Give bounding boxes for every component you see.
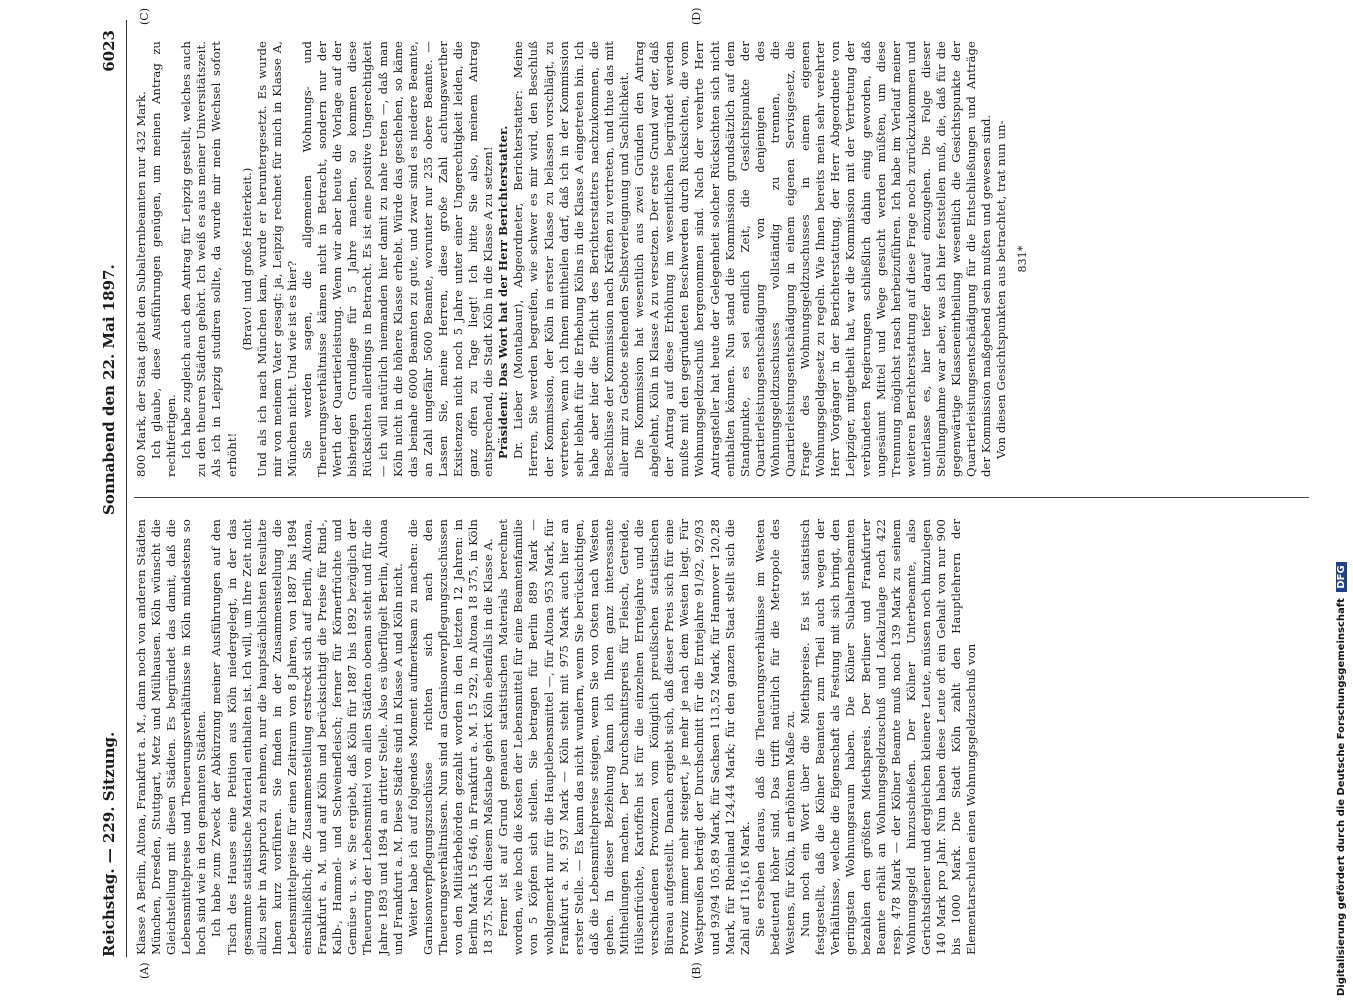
paragraph: Ferner ist auf Grund genauen statistischen Materials berechnet worden, wie hoch die Kosten der Lebensmittel für eine Beamtenfamilie von 5 Köpfen sich stellen. Sie betragen für Berlin 889 Mark — wohlgemerkt nur für die Hauptlebensmittel —, für Altona 953 Mark, für Frankfurt a. M. 937 Mark — Köln steht mit 975 Mark auch hier an erster Stelle. — Es kann das nicht wundern, wenn Sie berücksichtigen, daß die Lebensmittelpreise steigen, wenn Sie von Osten nach Westen gehen. In dieser Beziehung kann ich Ihnen ganz interessante Mittheilungen machen. Der Durchschnittspreis für Fleisch, Getreide, Hülsenfrüchte, Kartoffeln ist für die einzelnen Erntejahre und die verschiedenen Provinzen vom Königlich preußischen statistischen Büreau aufgestellt. Danach ergiebt sich, daß dieser Preis sich für eine Provinz immer mehr steigert, je mehr je nach dem Westen liegt. Für Westpreußen beträgt der Durchschnitt für die Erntejahre 91/92, 92/93 und 93/94 105,89 Mark, für Sachsen 113,52 Mark, für Hannover 120,28 Mark, für Rheinland 124,44 Mark; für den ganzen Staat stellt sich die Zahl auf 116,16 Mark. <box>496 519 752 955</box>
paragraph: Weiter habe ich auf folgendes Moment aufmerksam zu machen: die Garnisonverpflegungszuschüsse richten sich nach den Theuerungsverhältnissen. Nun sind an Garnisonverpflegungszuschüssen von den Militärbehörden gezahlt worden in den letzten 12 Jahren: in Berlin Mark 15 646, in Frankfurt a. M. 15 292, in Altona 18 375, in Köln 18 375. Nach diesem Maßstabe gehört Köln ebenfalls in die Klasse A. <box>405 519 496 955</box>
paragraph: Und als ich nach München kam, wurde er heruntergesetzt. Es wurde mir von meinem Vater gesagt: ja, Leipzig rechnet für mich in Klasse A, München nicht. Und wie ist es hier? <box>254 41 299 477</box>
credit-text: Digitalisierung gefördert durch die Deutsche Forschungsgemeinschaft <box>1336 598 1347 996</box>
paragraph: Ich habe zum Zweck der Abkürzung meiner Ausführungen auf den Tisch des Hauses eine Petition aus Köln niedergelegt, in der das gesammte statistische Material enthalten ist. Ich will, um Ihre Zeit nicht allzu sehr in Anspruch zu nehmen, nur die hauptsächlichsten Resultate Ihnen kurz vorführen. Sie finden in der Zusammenstellung die Lebensmittelpreise für einen Zeitraum von 8 Jahren, von 1887 bis 1894 einschließlich; die Zusammenstellung erstreckt sich auf Berlin, Altona, Frankfurt a. M. und auf Köln und berücksichtigt die Preise für Rind-, Kalb-, Hammel- und Schweinefleisch; ferner für Körnerfrüchte und Gemüse u. s. w. Sie ergiebt, daß Köln für 1887 bis 1892 bezüglich der Theuerung der Lebensmittel von allen Städten obenan steht und für die Jahre 1893 und 1894 an dritter Stelle. Also es überflügelt Berlin, Altona und Frankfurt a. M. Diese Städte sind in Klasse A und Köln nicht. <box>209 519 405 955</box>
header-rule <box>126 20 127 957</box>
right-column <box>134 41 1031 477</box>
paragraph: Nun noch ein Wort über die Miethspreise. Es ist statistisch festgestellt, daß die Kölner Beamten zum Theil auch wegen der Verhältnisse, welche die Eigenschaft als Festung mit sich bringt, den geringsten Wohnungsraum haben. Die Kölner Subalternbeamten bezahlen den größten Miethspreis. Der Berliner und Frankfurter Beamte erhält an Wohnungsgeldzuschuß und Lokalzulage noch 422 resp. 478 Mark — der Kölner Beamte muß noch 139 Mark zu seinem Wohnungsgeld hinzuschießen. Der Kölner Unterbeamte, also Gerichtsdiener und dergleichen kleinere Leute, müssen noch hinzulegen 140 Mark pro Jahr. Nun haben diese Leute oft ein Gehalt von nur 900 bis 1000 Mark. Die Stadt Köln zahlt den Hauptlehrern der Elementarschulen einen Wohnungsgeldzuschuß von <box>798 519 979 955</box>
paragraph: Ich glaube, diese Ausführungen genügen, um meinen Antrag zu rechtfertigen. <box>149 41 179 477</box>
page-number: 6023 <box>100 30 118 72</box>
paragraph: Von diesen Gesichtspunkten aus betrachtet, trat nun un- <box>994 120 1009 459</box>
margin-mark-d: (D) <box>690 7 703 25</box>
paragraph: 800 Mark, der Staat giebt den Subalternbeamten nur 432 Mark. <box>134 91 148 477</box>
margin-mark-b: (B) <box>690 962 703 979</box>
page-header <box>90 0 126 985</box>
margin-mark-c: (C) <box>138 8 151 25</box>
header-session: Reichstag. — 229. Sitzung. <box>100 731 118 957</box>
paragraph: Dr. Lieber (Montabaur), Abgeordneter, Berichterstatter: Meine Herren, Sie werden begreifen, wie schwer es mir wird, den Beschluß der Kommission, der Köln in erster Klasse zu belassen vorschlägt, zu vertreten, wenn ich Ihnen mittheilen darf, daß ich in der Kommission sehr lebhaft für die Erhebung Kölns in die Klasse A eingetreten bin. Ich habe aber hier die Pflicht des Berichterstatters nachzukommen, die Beschlüsse der Kommission nach Kräften zu vertreten, und thue das mit aller mir zu Gebote stehenden Selbstverleugnung und Sachlichkeit. <box>511 41 631 477</box>
digitization-credit <box>1336 562 1347 996</box>
paragraph: Sie werden sagen, die allgemeinen Wohnungs- und Theuerungsverhältnisse kämen nicht in Betracht, sondern nur der Werth der Quartierleistung. Wenn wir aber heute die Vorlage auf der bisherigen Grundlage für 5 Jahre machen, so kommen diese Rücksichten allerdings in Betracht. Es ist eine positive Ungerechtigkeit — ich will natürlich niemanden hier damit zu nahe treten —, daß man Köln nicht in die höhere Klasse erhebt. Würde das geschehen, so käme das beinahe 6000 Beamten zu gute, und zwar sind es niedere Beamte, an Zahl ungefähr 5600 Beamte, worunter nur 235 obere Beamte. — Lassen Sie, meine Herren, diese große Zahl achtungswerther Existenzen nicht noch 5 Jahre unter einer Ungerechtigkeit leiden, die ganz offen zu Tage liegt! Ich bitte Sie also, meinem Antrag entsprechend, die Stadt Köln in die Klasse A zu setzen! <box>300 41 496 477</box>
paragraph: Sie ersehen daraus, daß die Theuerungsverhältnisse im Westen bedeutend höher sind. Das trifft natürlich für die Metropole des Westens, für Köln, in erhöhtem Maße zu. <box>752 519 798 955</box>
left-column <box>134 519 979 955</box>
column-divider <box>134 497 1309 498</box>
rotated-sheet <box>90 0 1320 985</box>
dfg-logo: DFG <box>1336 562 1347 591</box>
paragraph: Klasse A Berlin, Altona, Frankfurt a. M., dann noch von anderen Städten München, Dresden, Stuttgart, Metz und Mülhausen. Köln wünscht die Gleichstellung mit diesen Städten. Es begründet das damit, daß die Lebensmittelpreise und Theuerungsverhältnisse in Köln mindestens so hoch sind wie in den genannten Städten. <box>134 519 209 955</box>
header-date: Sonnabend den 22. Mai 1897. <box>100 264 118 515</box>
paragraph: Ich habe zugleich auch den Antrag für Leipzig gestellt, welches auch zu den theuren Städten gehört. Ich weiß es aus meiner Universitätszeit. Als ich in Leipzig studiren sollte, da wurde mir mein Wechsel sofort erhöht! <box>179 41 239 477</box>
page-signature: 831* <box>1016 245 1030 273</box>
interjection: (Bravo! und große Heiterkeit.) <box>239 167 254 351</box>
speaker-president: Präsident: Das Wort hat der Herr Berichterstatter. <box>496 125 511 459</box>
paragraph: Die Kommission hat wesentlich aus zwei Gründen den Antrag abgelehnt, Köln in Klasse A zu versetzen. Der erste Grund war der, daß der Antrag auf diese Erhöhung im wesentlichen begründet werden mußte mit den gegründeten Beschwerden durch Rücksichten, die vom Wohnungsgeldzuschuß hergenommen sind. Nach der verehrte Herr Antragsteller hat heute der Gelegenheit solcher Rücksichten sich nicht enthalten können. Nun stand die Kommission grundsätzlich auf dem Standpunkte, es sei endlich Zeit, die Gesichtspunkte der Quartierleistungsentschädigung von denjenigen des Wohnungsgeldzuschusses vollständig zu trennen, die Quartierleistungsentschädigung in einem eigenen Servisgesetz, die Frage des Wohnungsgeldzuschusses in einem eigenen Wohnungsgeldgesetz zu regeln. Wie Ihnen bereits mein sehr verehrter Herr Vorgänger in der Berichterstattung, der Herr Abgeordnete von Leipziger, mitgetheilt hat, war die Kommission mit der Vertretung der verbündeten Regierungen schließlich dahin einig geworden, daß ungesäumt Mittel und Wege gesucht werden müßten, um diese Trennung möglichst rasch herbeizuführen. Ich habe im Verlauf meiner weiteren Berichterstattung auf diese Frage noch zurückzukommen und unterlasse es, hier tiefer darauf einzugehen. Die Folge dieser Stellungnahme war aber, was ich hier feststellen muß, die, daß für die gegenwärtige Klasseneintheilung wesentlich die Gesichtspunkte der Quartierleistungsentschädigung für die Entschließungen und Anträge der Kommission maßgebend sein mußten und gewesen sind. <box>632 41 994 477</box>
margin-mark-a: (A) <box>138 962 151 979</box>
